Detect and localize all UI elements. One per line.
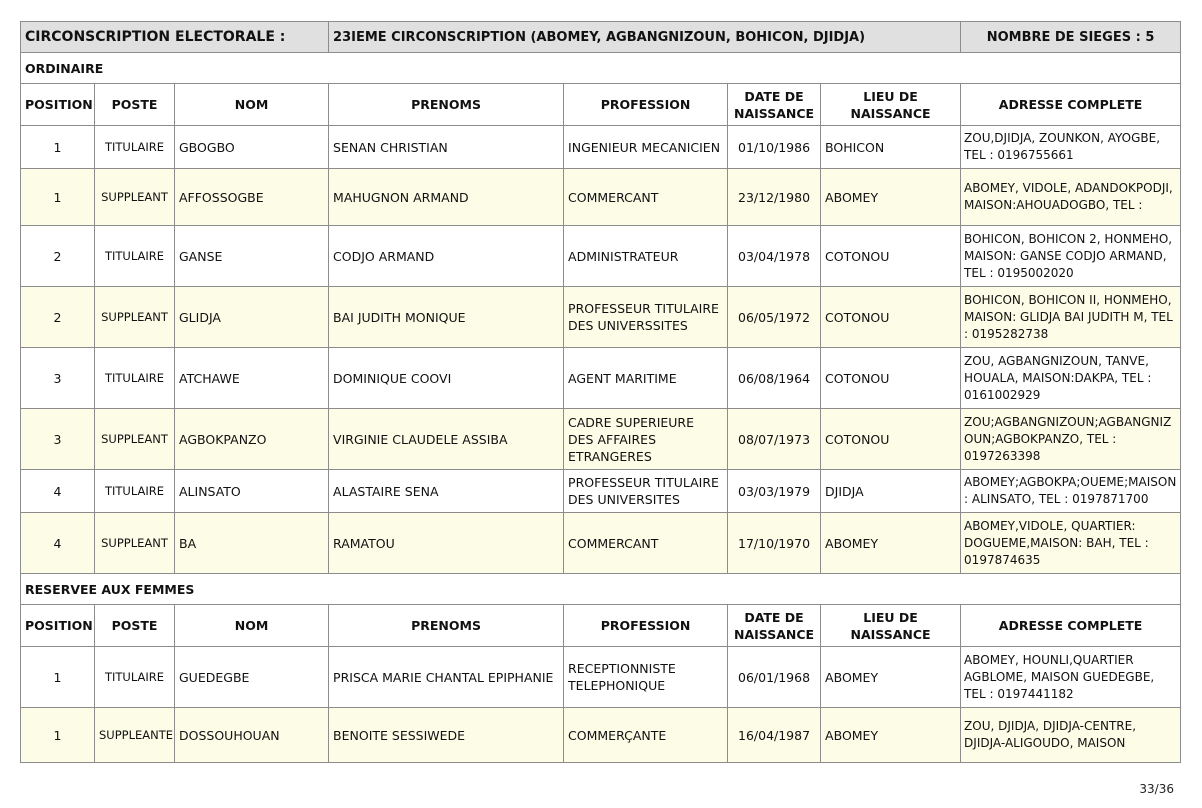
- cell-prenoms: MAHUGNON ARMAND: [329, 169, 564, 226]
- cell-lieu: COTONOU: [821, 287, 961, 348]
- circonscription-value: 23IEME CIRCONSCRIPTION (ABOMEY, AGBANGNIZOUN, BOHICON, DJIDJA): [329, 22, 961, 53]
- cell-position: 1: [21, 169, 95, 226]
- cell-prenoms: BENOITE SESSIWEDE: [329, 708, 564, 763]
- cell-lieu: COTONOU: [821, 226, 961, 287]
- cell-nom: AFFOSSOGBE: [175, 169, 329, 226]
- table-row: [21, 226, 1181, 287]
- cell-position: 4: [21, 470, 95, 513]
- cell-prenoms: DOMINIQUE COOVI: [329, 348, 564, 409]
- cell-profession: RECEPTIONNISTE TELEPHONIQUE: [564, 647, 728, 708]
- column-header-row-ordinaire: [21, 84, 1181, 126]
- cell-lieu: ABOMEY: [821, 169, 961, 226]
- column-header-date-line2: NAISSANCE: [733, 105, 815, 121]
- column-header-profession: PROFESSION: [564, 84, 728, 126]
- candidate-table: [20, 21, 1181, 763]
- column-header-lieu: LIEU DE NAISSANCE: [821, 605, 961, 647]
- cell-poste: TITULAIRE: [95, 470, 175, 513]
- cell-lieu: ABOMEY: [821, 647, 961, 708]
- cell-date: 16/04/1987: [728, 708, 821, 763]
- cell-position: 1: [21, 647, 95, 708]
- column-header-date-line1: DATE DE: [744, 609, 804, 625]
- cell-lieu: COTONOU: [821, 409, 961, 470]
- cell-poste: SUPPLEANT: [95, 409, 175, 470]
- cell-nom: DOSSOUHOUAN: [175, 708, 329, 763]
- cell-adresse: ABOMEY;AGBOKPA;OUEME;MAISON : ALINSATO, TEL : 0197871700: [961, 470, 1181, 513]
- cell-lieu: COTONOU: [821, 348, 961, 409]
- cell-position: 1: [21, 126, 95, 169]
- cell-profession: COMMERCANT: [564, 169, 728, 226]
- cell-position: 2: [21, 287, 95, 348]
- cell-position: 3: [21, 348, 95, 409]
- cell-poste: SUPPLEANT: [95, 287, 175, 348]
- cell-poste: SUPPLEANT: [95, 513, 175, 574]
- column-header-prenoms: PRENOMS: [329, 84, 564, 126]
- circonscription-label: CIRCONSCRIPTION ELECTORALE :: [21, 22, 329, 53]
- circonscription-header: [21, 22, 1181, 53]
- cell-date: 17/10/1970: [728, 513, 821, 574]
- cell-profession: PROFESSEUR TITULAIRE DES UNIVERSITES: [564, 470, 728, 513]
- column-header-position: POSITION: [21, 84, 95, 126]
- table-row: [21, 126, 1181, 169]
- cell-prenoms: PRISCA MARIE CHANTAL EPIPHANIE: [329, 647, 564, 708]
- table-row: [21, 169, 1181, 226]
- cell-poste: TITULAIRE: [95, 226, 175, 287]
- cell-position: 1: [21, 708, 95, 763]
- cell-profession: PROFESSEUR TITULAIRE DES UNIVERSSITES: [564, 287, 728, 348]
- candidate-list-page: [20, 21, 1180, 763]
- column-header-date: [728, 84, 821, 126]
- cell-adresse: ZOU, DJIDJA, DJIDJA-CENTRE, DJIDJA-ALIGOUDO, MAISON: [961, 708, 1181, 763]
- cell-profession: AGENT MARITIME: [564, 348, 728, 409]
- cell-nom: ATCHAWE: [175, 348, 329, 409]
- column-header-prenoms: PRENOMS: [329, 605, 564, 647]
- column-header-nom: NOM: [175, 605, 329, 647]
- column-header-date: [728, 605, 821, 647]
- cell-poste: SUPPLEANTE: [95, 708, 175, 763]
- column-header-adresse: ADRESSE COMPLETE: [961, 84, 1181, 126]
- cell-position: 4: [21, 513, 95, 574]
- column-header-position: POSITION: [21, 605, 95, 647]
- cell-nom: ALINSATO: [175, 470, 329, 513]
- table-row: [21, 708, 1181, 763]
- cell-profession: COMMERCANT: [564, 513, 728, 574]
- cell-position: 2: [21, 226, 95, 287]
- cell-adresse: ZOU,DJIDJA, ZOUNKON, AYOGBE, TEL : 0196755661: [961, 126, 1181, 169]
- cell-prenoms: SENAN CHRISTIAN: [329, 126, 564, 169]
- table-row: [21, 513, 1181, 574]
- cell-nom: GANSE: [175, 226, 329, 287]
- cell-date: 03/04/1978: [728, 226, 821, 287]
- table-row: [21, 287, 1181, 348]
- cell-nom: GLIDJA: [175, 287, 329, 348]
- cell-adresse: ZOU;AGBANGNIZOUN;AGBANGNIZ OUN;AGBOKPANZO, TEL : 0197263398: [961, 409, 1181, 470]
- section-femmes: [21, 574, 1181, 605]
- cell-lieu: BOHICON: [821, 126, 961, 169]
- cell-date: 06/05/1972: [728, 287, 821, 348]
- cell-prenoms: RAMATOU: [329, 513, 564, 574]
- cell-lieu: ABOMEY: [821, 708, 961, 763]
- cell-prenoms: ALASTAIRE SENA: [329, 470, 564, 513]
- column-header-date-line1: DATE DE: [744, 88, 804, 104]
- section-ordinaire: [21, 53, 1181, 84]
- cell-adresse: ABOMEY, HOUNLI,QUARTIER AGBLOME, MAISON GUEDEGBE, TEL : 0197441182: [961, 647, 1181, 708]
- column-header-date-line2: NAISSANCE: [733, 626, 815, 642]
- column-header-nom: NOM: [175, 84, 329, 126]
- cell-poste: TITULAIRE: [95, 126, 175, 169]
- cell-adresse: ZOU, AGBANGNIZOUN, TANVE, HOUALA, MAISON:DAKPA, TEL : 0161002929: [961, 348, 1181, 409]
- cell-poste: TITULAIRE: [95, 348, 175, 409]
- cell-prenoms: CODJO ARMAND: [329, 226, 564, 287]
- table-row: [21, 348, 1181, 409]
- table-row: [21, 409, 1181, 470]
- table-row: [21, 647, 1181, 708]
- column-header-adresse: ADRESSE COMPLETE: [961, 605, 1181, 647]
- section-title: ORDINAIRE: [21, 53, 1181, 84]
- cell-adresse: ABOMEY, VIDOLE, ADANDOKPODJI, MAISON:AHOUADOGBO, TEL :: [961, 169, 1181, 226]
- cell-nom: AGBOKPANZO: [175, 409, 329, 470]
- column-header-poste: POSTE: [95, 84, 175, 126]
- cell-profession: COMMERÇANTE: [564, 708, 728, 763]
- column-header-lieu: LIEU DE NAISSANCE: [821, 84, 961, 126]
- cell-lieu: DJIDJA: [821, 470, 961, 513]
- page-number: 33/36: [1139, 782, 1174, 796]
- cell-date: 01/10/1986: [728, 126, 821, 169]
- cell-lieu: ABOMEY: [821, 513, 961, 574]
- cell-adresse: ABOMEY,VIDOLE, QUARTIER: DOGUEME,MAISON: BAH, TEL : 0197874635: [961, 513, 1181, 574]
- cell-prenoms: BAI JUDITH MONIQUE: [329, 287, 564, 348]
- cell-date: 06/01/1968: [728, 647, 821, 708]
- cell-profession: INGENIEUR MECANICIEN: [564, 126, 728, 169]
- cell-position: 3: [21, 409, 95, 470]
- cell-nom: BA: [175, 513, 329, 574]
- cell-adresse: BOHICON, BOHICON II, HONMEHO, MAISON: GLIDJA BAI JUDITH M, TEL : 0195282738: [961, 287, 1181, 348]
- cell-date: 23/12/1980: [728, 169, 821, 226]
- seats-count: NOMBRE DE SIEGES : 5: [961, 22, 1181, 53]
- column-header-profession: PROFESSION: [564, 605, 728, 647]
- column-header-row-femmes: [21, 605, 1181, 647]
- table-row: [21, 470, 1181, 513]
- cell-date: 06/08/1964: [728, 348, 821, 409]
- cell-adresse: BOHICON, BOHICON 2, HONMEHO, MAISON: GANSE CODJO ARMAND, TEL : 0195002020: [961, 226, 1181, 287]
- cell-nom: GBOGBO: [175, 126, 329, 169]
- section-title: RESERVEE AUX FEMMES: [21, 574, 1181, 605]
- cell-poste: SUPPLEANT: [95, 169, 175, 226]
- column-header-poste: POSTE: [95, 605, 175, 647]
- cell-profession: CADRE SUPERIEURE DES AFFAIRES ETRANGERES: [564, 409, 728, 470]
- cell-poste: TITULAIRE: [95, 647, 175, 708]
- cell-date: 03/03/1979: [728, 470, 821, 513]
- cell-prenoms: VIRGINIE CLAUDELE ASSIBA: [329, 409, 564, 470]
- cell-date: 08/07/1973: [728, 409, 821, 470]
- cell-profession: ADMINISTRATEUR: [564, 226, 728, 287]
- cell-nom: GUEDEGBE: [175, 647, 329, 708]
